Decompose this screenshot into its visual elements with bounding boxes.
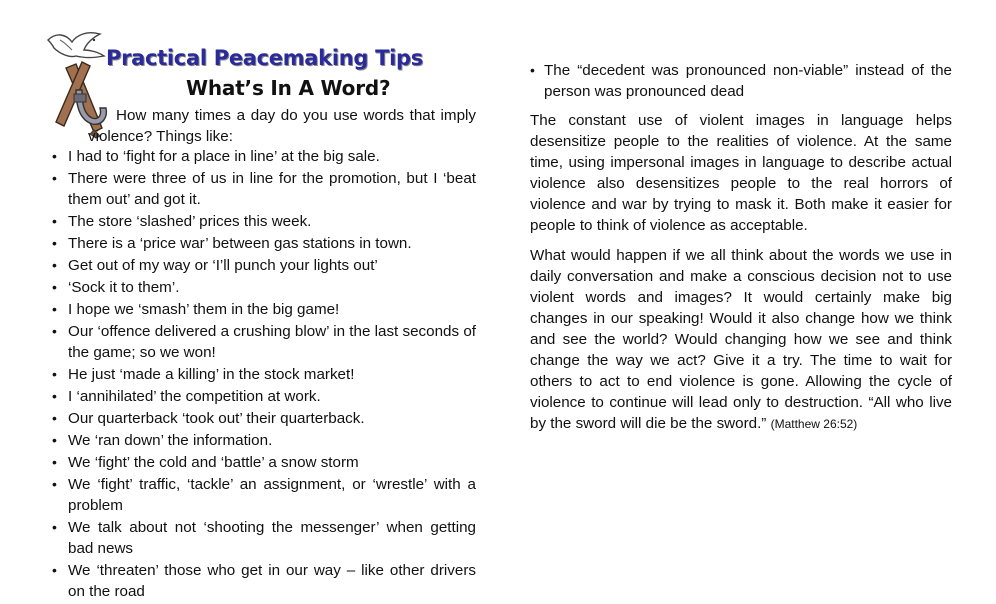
list-item: • We talk about not ‘shooting the messenger’ when getting bad news [52,519,476,557]
bullet-icon: • [52,301,57,317]
bullet-icon: • [52,279,57,295]
list-item: • The store ‘slashed’ prices this week. [52,213,312,230]
bullet-icon: • [52,562,57,578]
bullet-icon: • [52,432,57,448]
bullet-icon: • [52,170,57,186]
intro-paragraph: How many times a day do you use words that imply violence? Things like: [88,107,476,145]
list-item: • There were three of us in line for the promotion, but I ‘beat them out’ and got it. [52,170,476,208]
examples-list [46,146,476,603]
citation: (Matthew 26:52) [770,417,858,431]
bullet-icon: • [52,323,57,339]
list-item: • We ‘fight’ traffic, ‘tackle’ an assignment, or ‘wrestle’ with a problem [52,476,476,514]
bullet-icon: • [52,388,57,404]
page-title: Practical Peacemaking Tips [106,46,423,70]
list-item: • Our ‘offence delivered a crushing blow’ in the last seconds of the game; so we won! [52,323,476,361]
list-item: • Get out of my way or ‘I’ll punch your lights out’ [52,257,378,274]
bullet-icon: • [530,62,535,78]
right-column [530,60,952,444]
bullet-icon: • [52,476,57,492]
list-item: • There is a ‘price war’ between gas stations in town. [52,235,412,252]
body-paragraph-1: The constant use of violent images in language helps desensitize people to the realities of violence. At the same time, using impersonal images in language to describe actual violence also desensitizes people to the real horrors of violence and war by trying to mask it. Both make it easier for people to think of violence as acceptable. [530,112,952,234]
bullet-icon: • [52,235,57,251]
bullet-icon: • [52,519,57,535]
list-item: • We ‘ran down’ the information. [52,432,273,449]
list-item: • I hope we ‘smash’ them in the big game! [52,301,340,318]
bullet-icon: • [52,454,57,470]
list-item: • The “decedent was pronounced non-viable” instead of the person was pronounced dead [530,62,952,100]
list-item: • I had to ‘fight for a place in line’ at the big sale. [52,148,380,165]
list-item: • I ‘annihilated’ the competition at work. [52,388,321,405]
bullet-icon: • [52,148,57,164]
page-subtitle: What’s In A Word? [186,76,391,100]
bullet-icon: • [52,213,57,229]
list-item: • We ‘threaten’ those who get in our way – like other drivers on the road [52,562,476,600]
bullet-icon: • [52,366,57,382]
list-item: • Our quarterback ‘took out’ their quarterback. [52,410,365,427]
bullet-icon: • [52,257,57,273]
bullet-icon: • [52,410,57,426]
list-item: • We ‘fight’ the cold and ‘battle’ a snow storm [52,454,359,471]
list-item: • ‘Sock it to them’. [52,279,180,296]
list-item: • He just ‘made a killing’ in the stock market! [52,366,355,383]
body-paragraph-2: What would happen if we all think about the words we use in daily conversation and make a conscious decision not to use violent words and images? It would certainly make big changes in our speaking! Would it also change how we think and see the world? Would changing how we see and think change the way we act? Give it a try. The time to wait for others to act to end violence is gone. Allowing the cycle of violence to continue will lead only to destruction. “All who live by the sword will die be the sword.” (Matthew 26:52) [530,247,952,432]
